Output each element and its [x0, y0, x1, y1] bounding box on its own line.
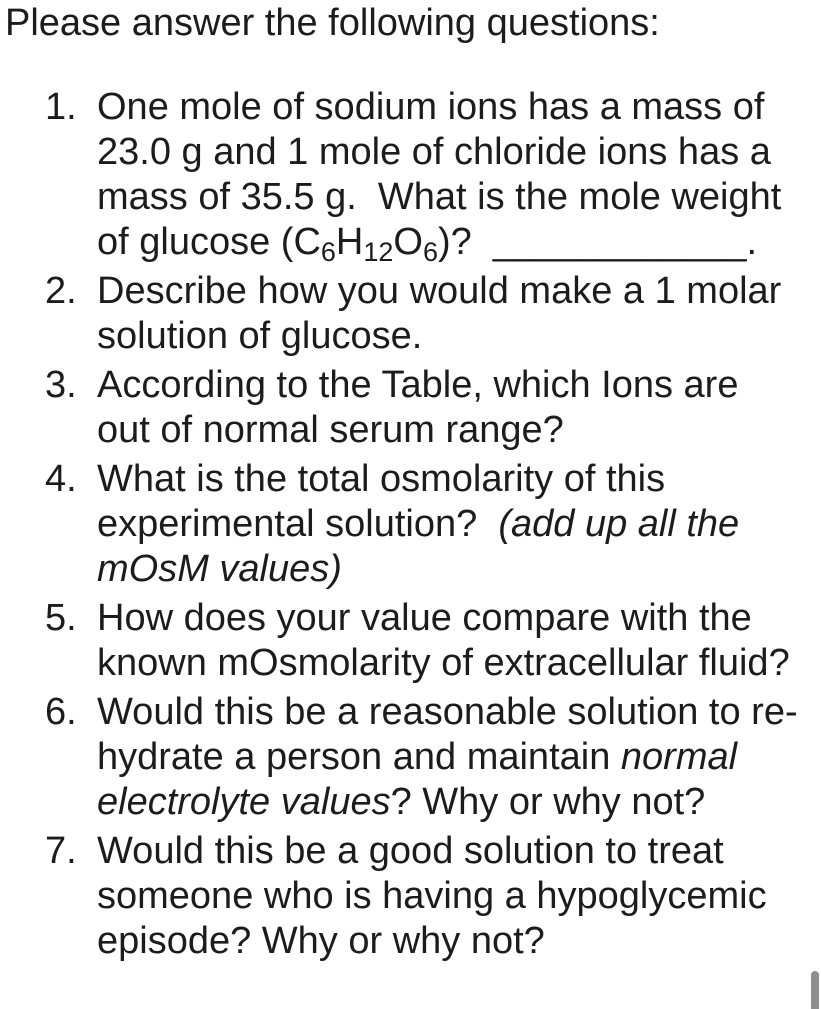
text-segment: Describe how you would make a 1 molar	[97, 270, 782, 312]
question-list	[0, 85, 821, 964]
text-segment: Would this be a good solution to treat	[97, 830, 724, 872]
text-segment: solution of glucose.	[97, 315, 423, 357]
question-text	[97, 596, 790, 686]
text-segment-italic: mOsM values)	[97, 548, 342, 590]
question-text	[97, 457, 739, 592]
question-item-5	[0, 596, 821, 686]
text-segment: .	[746, 221, 758, 263]
text-segment: experimental solution?	[97, 503, 499, 545]
scrollbar-thumb[interactable]	[811, 971, 819, 1009]
text-segment: episode? Why or why not?	[97, 920, 545, 962]
text-segment-sub: 6	[422, 237, 439, 267]
question-number: 3.	[45, 364, 77, 406]
text-segment-italic: electrolyte values	[97, 781, 391, 823]
text-segment-italic: (add up all the	[498, 503, 740, 545]
question-text	[97, 269, 781, 359]
text-segment: )?	[438, 221, 493, 263]
question-text	[97, 690, 798, 825]
text-segment-sub: 12	[363, 237, 394, 267]
text-segment: mass of 35.5 g. What is the mole weight	[97, 176, 782, 218]
question-number: 1.	[45, 86, 77, 128]
question-number: 7.	[45, 830, 77, 872]
text-segment: someone who is having a hypoglycemic	[97, 875, 767, 917]
question-item-7	[0, 829, 821, 964]
text-segment: What is the total osmolarity of this	[97, 458, 666, 500]
text-segment-italic: normal	[620, 736, 738, 778]
question-number: 4.	[45, 458, 77, 500]
text-segment: One mole of sodium ions has a mass of	[97, 86, 765, 128]
text-segment: O	[393, 221, 423, 263]
question-text	[97, 85, 781, 265]
question-text	[97, 363, 738, 453]
question-item-1	[0, 85, 821, 265]
text-segment-sub: 6	[320, 237, 336, 267]
question-number: 2.	[45, 270, 77, 312]
text-segment: known mOsmolarity of extracellular fluid?	[97, 642, 790, 684]
page-title: Please answer the following questions:	[5, 2, 660, 44]
text-segment: out of normal serum range?	[97, 409, 564, 451]
text-segment: ? Why or why not?	[390, 781, 706, 823]
text-segment-blank: ____________	[492, 221, 747, 263]
question-text	[97, 829, 767, 964]
text-segment: Would this be a reasonable solution to re-	[97, 691, 798, 733]
text-segment: H	[335, 221, 364, 263]
question-item-2	[0, 269, 821, 359]
text-segment: How does your value compare with the	[97, 597, 752, 639]
text-segment: 23.0 g and 1 mole of chloride ions has a	[97, 131, 771, 173]
question-item-3	[0, 363, 821, 453]
text-segment: of glucose (C	[97, 221, 321, 263]
question-item-4	[0, 457, 821, 592]
text-segment: hydrate a person and maintain	[97, 736, 621, 778]
question-item-6	[0, 690, 821, 825]
text-segment: According to the Table, which Ions are	[97, 364, 739, 406]
question-number: 5.	[45, 597, 77, 639]
question-number: 6.	[45, 691, 77, 733]
